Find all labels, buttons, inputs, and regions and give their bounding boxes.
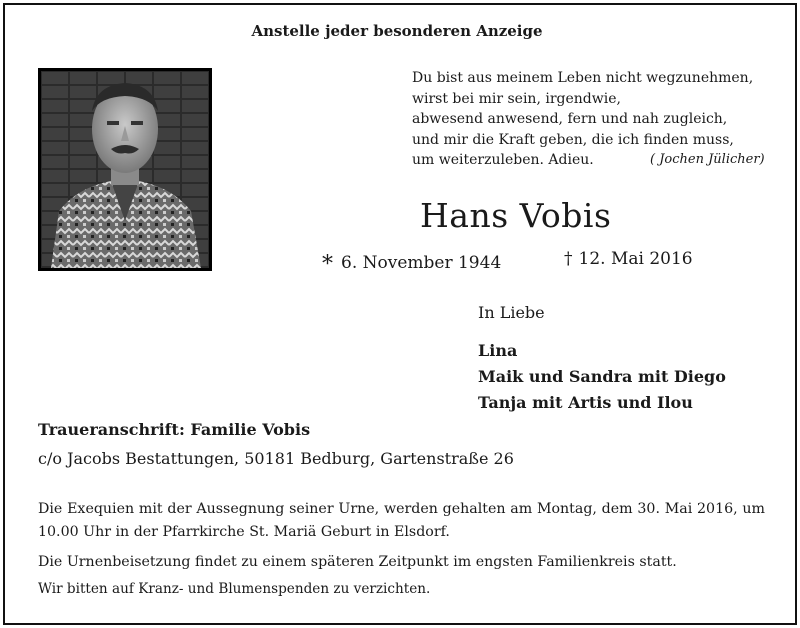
address-line: c/o Jacobs Bestattungen, 50181 Bedburg, Gartenstraße 26	[38, 449, 514, 468]
poem	[412, 68, 765, 171]
exequies-notice: Die Exequien mit der Aussegnung seiner Urne, werden gehalten am Montag, dem 30. Mai 2016, um 10.00 Uhr in der Pfarrkirche St. Mariä Geburt in Elsdorf.	[38, 501, 765, 540]
mourners-list	[478, 338, 726, 416]
mourner-name: Lina	[478, 341, 518, 360]
mourner-name: Tanja mit Artis und Ilou	[478, 393, 693, 412]
poem-line: abwesend anwesend, fern und nah zugleich,	[412, 111, 728, 127]
birth-date	[322, 249, 502, 277]
notice-header: Anstelle jeder besonderen Anzeige	[251, 22, 543, 40]
death-date	[564, 249, 693, 269]
mourner-name: Maik und Sandra mit Diego	[478, 367, 726, 386]
birth-symbol: *	[322, 252, 333, 277]
poem-line: um weiterzuleben. Adieu.	[412, 152, 594, 168]
poem-line: und mir die Kraft geben, die ich finden muss,	[412, 131, 734, 148]
birth-date-text: 6. November 1944	[341, 253, 502, 273]
portrait-photo	[38, 68, 212, 271]
deceased-name: Hans Vobis	[420, 196, 612, 235]
poem-author: ( Jochen Jülicher)	[650, 152, 765, 167]
death-symbol: †	[564, 249, 573, 269]
flowers-notice: Wir bitten auf Kranz- und Blumenspenden zu verzichten.	[38, 581, 431, 597]
death-date-text: 12. Mai 2016	[578, 249, 693, 269]
burial-notice: Die Urnenbeisetzung findet zu einem späteren Zeitpunkt im engsten Familienkreis statt.	[38, 554, 677, 570]
poem-line: wirst bei mir sein, irgendwie,	[412, 90, 621, 107]
mourners-intro: In Liebe	[478, 303, 545, 322]
address-title: Traueranschrift: Familie Vobis	[38, 420, 311, 439]
portrait-image	[41, 71, 209, 268]
poem-line: Du bist aus meinem Leben nicht wegzunehmen,	[412, 70, 754, 86]
